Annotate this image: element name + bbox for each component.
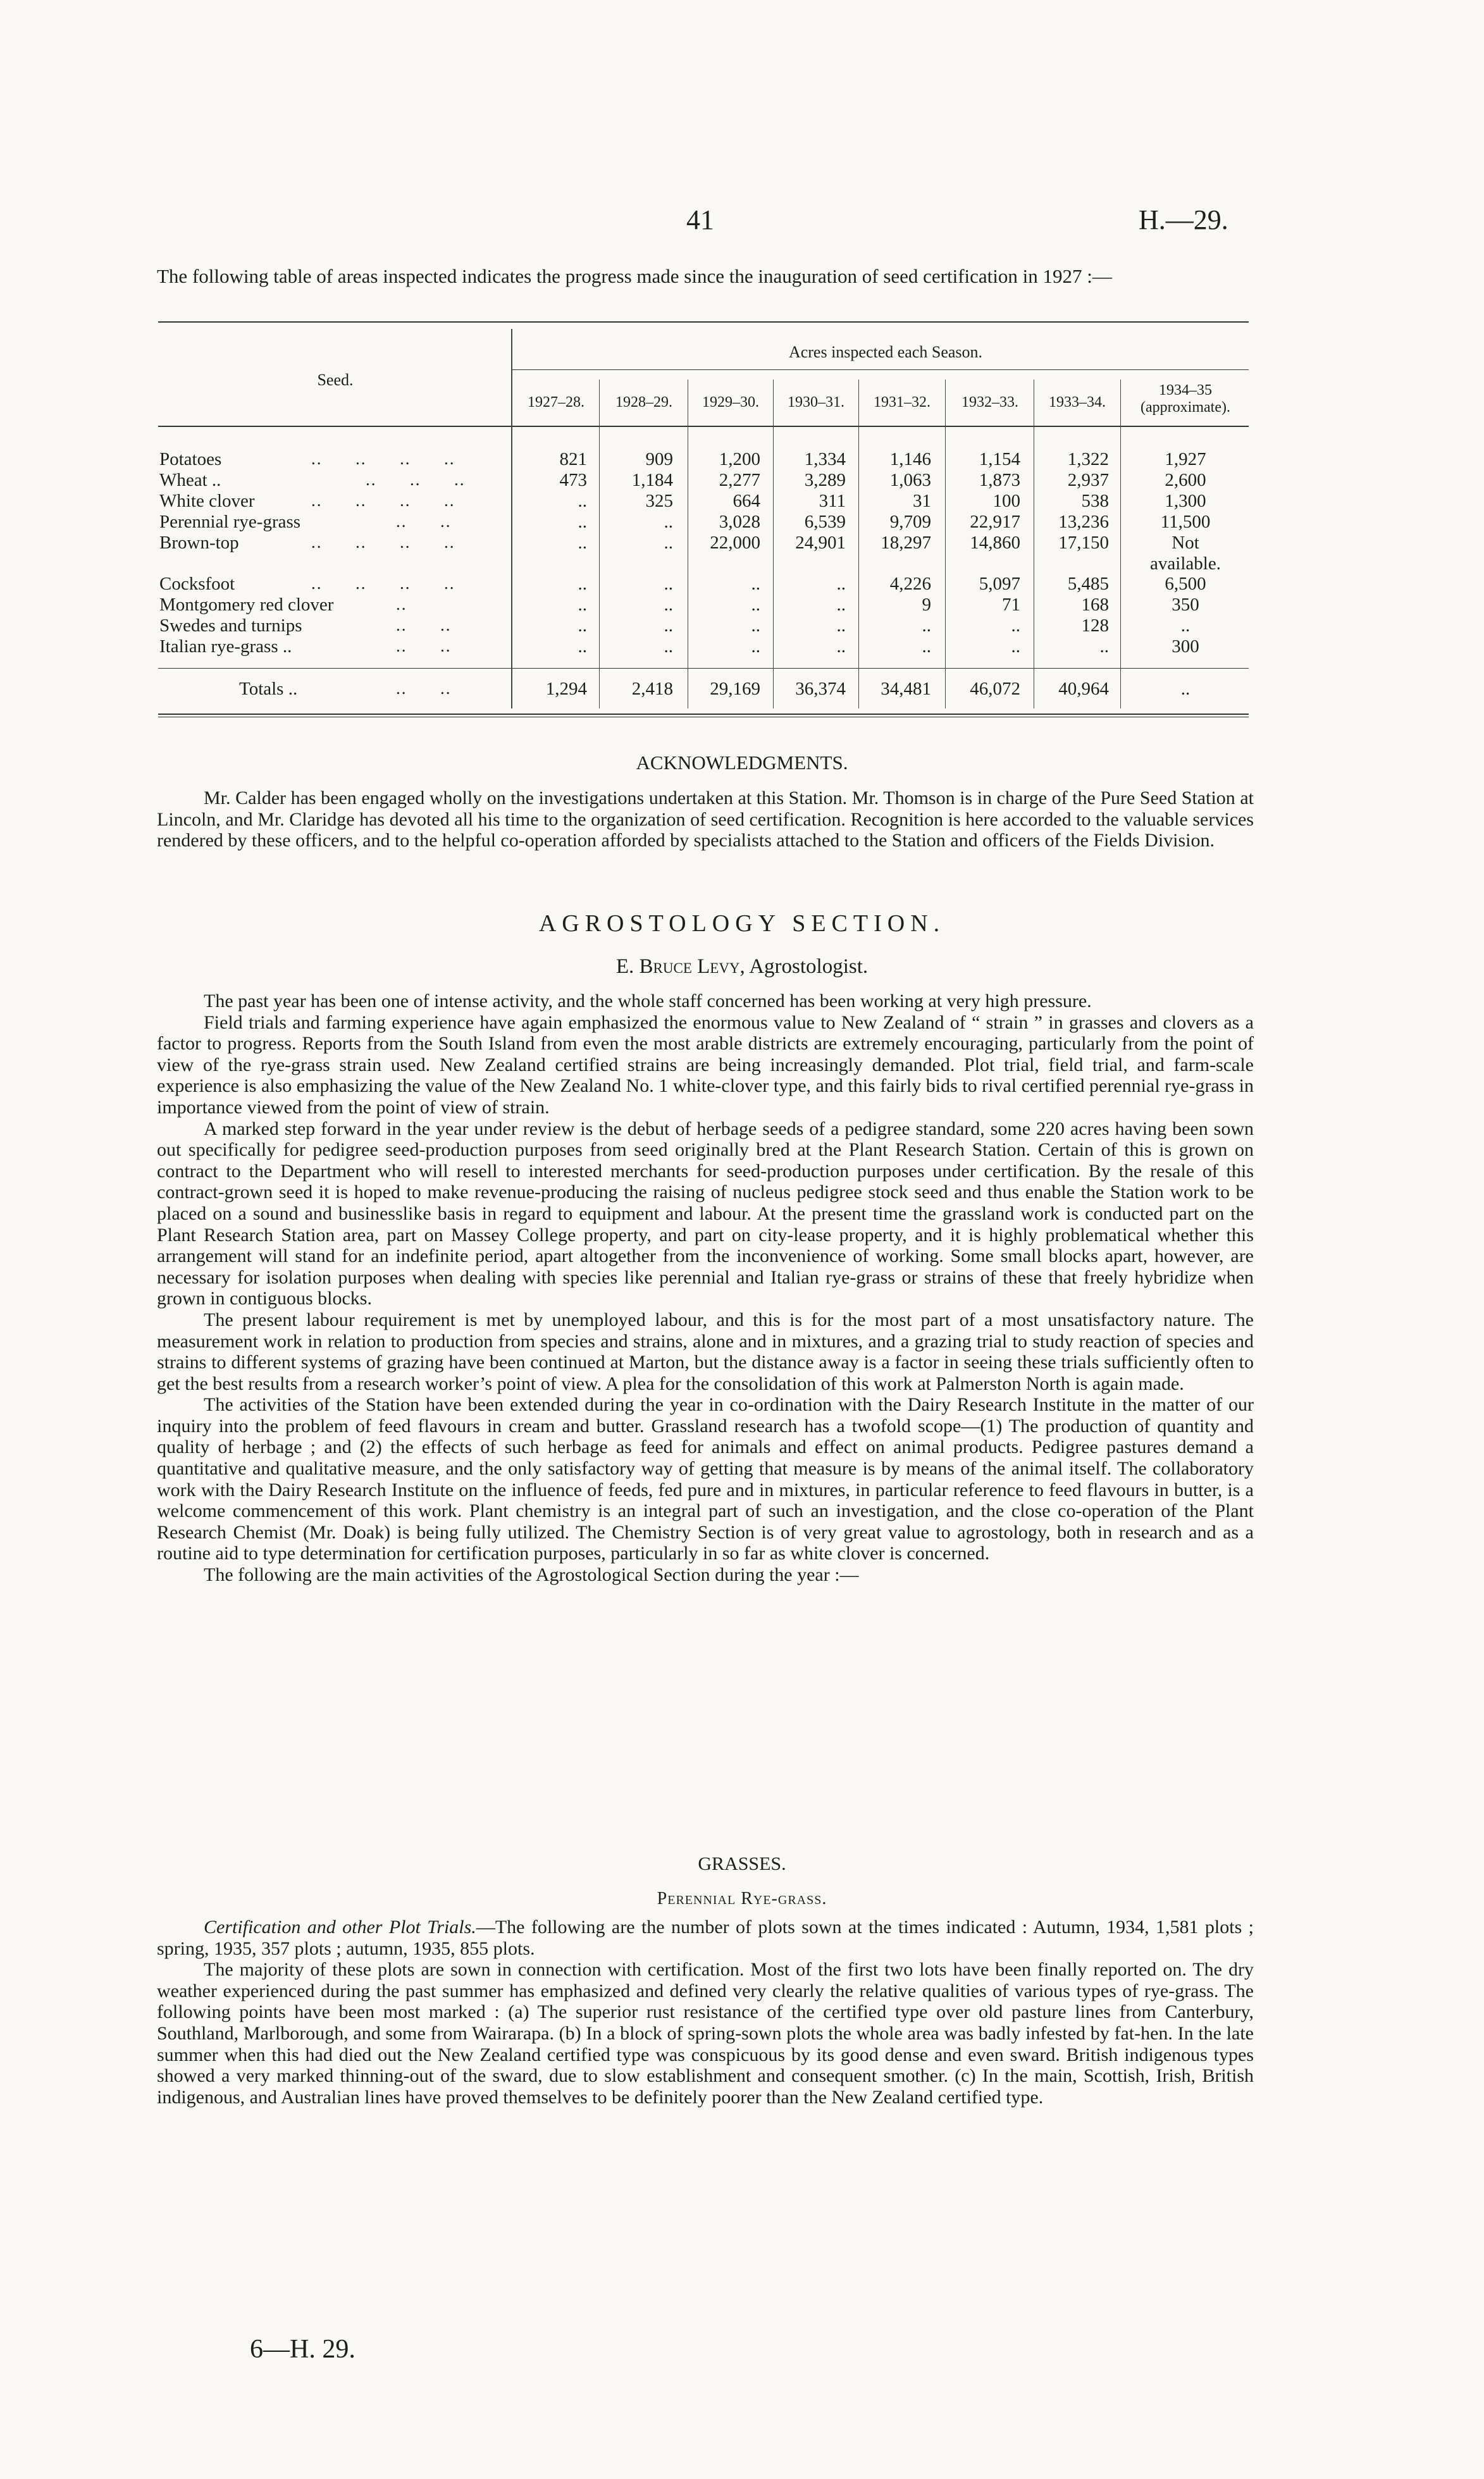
- season-header: 1928–29.: [615, 394, 672, 411]
- table-cell: ..: [751, 615, 760, 636]
- leader-dots: .. .. .. ..: [311, 449, 455, 468]
- acres-inspected-table: [0, 0, 1484, 759]
- table-cell: 1,927: [1165, 449, 1206, 469]
- acknowledgments-heading: ACKNOWLEDGMENTS.: [636, 751, 848, 774]
- table-cell: 909: [645, 449, 673, 469]
- table-cell: ..: [1180, 615, 1190, 636]
- table-cell: ..: [751, 595, 760, 615]
- table-bottom-rule: [158, 714, 1249, 715]
- table-cell: 325: [645, 491, 673, 511]
- table-cell: 6,539: [804, 512, 846, 532]
- table-cell: 2,600: [1165, 470, 1206, 490]
- table-cell: ..: [751, 636, 760, 657]
- table-intro: The following table of areas inspected indicates the progress made since the inauguration of seed certification in 1927 :—: [157, 265, 1112, 287]
- totals-cell: 40,964: [1058, 679, 1109, 699]
- table-cell: 300: [1172, 636, 1199, 657]
- leader-dots: .. ..: [396, 512, 452, 531]
- totals-cell: 36,374: [795, 679, 846, 699]
- table-cell: ..: [578, 595, 587, 615]
- table-cell: 3,289: [804, 470, 846, 490]
- table-cell: 9,709: [889, 512, 931, 532]
- totals-cell: 2,418: [631, 679, 673, 699]
- seed-name: Wheat ..: [159, 470, 221, 490]
- table-cell: ..: [751, 574, 760, 594]
- totals-cell: 29,169: [710, 679, 760, 699]
- table-cell: 3,028: [719, 512, 760, 532]
- table-cell: ..: [836, 615, 846, 636]
- grasses-heading: GRASSES.: [698, 1853, 786, 1874]
- paragraph: Field trials and farming experience have again emphasized the enormous value to New Zealand of “ strain ” in grasses and clovers as a factor to progress. Reports from the South Island from even the most arable districts are extremely encouraging, particularly from the point of view of the rye-grass strain used. New Zealand certified strains are being increasingly demanded. Plot trial, field trial, and farm-scale experience is also emphasizing the value of the New Zealand No. 1 white-clover type, and this fairly bids to rival certified perennial rye-grass in importance viewed from the point of view of strain.: [157, 1011, 1254, 1118]
- totals-cell: ..: [1180, 679, 1190, 699]
- italic-run-in-title: Certification and other Plot Trials.: [204, 1917, 476, 1938]
- section-title: AGROSTOLOGY SECTION.: [538, 910, 946, 937]
- season-header: 1934–35: [1159, 382, 1212, 399]
- leader-dots: .. .. .. ..: [311, 533, 455, 552]
- season-header: 1930–31.: [788, 394, 844, 411]
- table-cell: ..: [922, 615, 931, 636]
- table-cell: 31: [913, 491, 931, 511]
- seed-name: Perennial rye-grass: [159, 512, 301, 532]
- table-cell: 1,334: [804, 449, 846, 469]
- group-column-header: Acres inspected each Season.: [788, 343, 983, 361]
- table-cell: ..: [922, 636, 931, 657]
- acknowledgments-text: [157, 788, 1254, 851]
- table-cell: ..: [836, 595, 846, 615]
- table-cell: 4,226: [889, 574, 931, 594]
- table-cell: 5,485: [1067, 574, 1109, 594]
- table-cell: ..: [664, 512, 673, 532]
- table-cell: ..: [1011, 615, 1020, 636]
- table-cell: 1,063: [889, 470, 931, 490]
- table-cell: 311: [819, 491, 846, 511]
- table-cell: ..: [664, 533, 673, 553]
- page-number: 41: [686, 204, 714, 235]
- table-cell: ..: [1099, 636, 1109, 657]
- table-cell: 128: [1081, 615, 1109, 636]
- table-cell: 18,297: [881, 533, 931, 553]
- author-role: , Agrostologist.: [739, 955, 869, 978]
- season-header: 1932–33.: [962, 394, 1018, 411]
- season-header: 1929–30.: [702, 394, 759, 411]
- table-cell: ..: [664, 636, 673, 657]
- paragraph: A marked step forward in the year under review is the debut of herbage seeds of a pedigree standard, some 220 acres having been sown out specifically for pedigree seed-production purposes from seed originally bred at the Plant Research Station. Certain of this is grown on contract to the Department who will resell to interested merchants for seed-production purposes under certification. By the resale of this contract-grown seed it is hoped to make revenue-producing the raising of nucleus pedigree stock seed and thus enable the Station work to be placed on a sound and businesslike basis in regard to equipment and labour. At the present time the grassland work is conducted part on the Plant Research Station area, part on Massey College property, and part on city-lease property, and it is highly problematical whether this arrangement will stand for an indefinite period, apart altogether from the inconvenience of working. Some small blocks apart, however, are necessary for isolation purposes when dealing with species like perennial and Italian rye-grass or strains of these that freely hybridize when grown in contiguous blocks.: [157, 1118, 1254, 1309]
- table-cell: 13,236: [1058, 512, 1109, 532]
- leader-dots: .. ..: [396, 636, 452, 655]
- grasses-subheading: Perennial Rye-grass.: [657, 1889, 827, 1908]
- table-cell: 1,322: [1067, 449, 1109, 469]
- totals-cell: 34,481: [881, 679, 931, 699]
- paragraph: [157, 1917, 1254, 1959]
- seed-name: Brown-top: [159, 533, 239, 553]
- totals-cell: 1,294: [545, 679, 587, 699]
- leader-dots: .. .. .. ..: [311, 491, 455, 510]
- document-reference: H.—29.: [1139, 204, 1228, 235]
- seed-name: White clover: [159, 491, 255, 511]
- table-cell: 22,917: [970, 512, 1020, 532]
- table-top-rule: [158, 321, 1249, 323]
- signature-reference: 6—H. 29.: [250, 2335, 356, 2364]
- table-cell: 168: [1081, 595, 1109, 615]
- table-cell: 9: [922, 595, 931, 615]
- section-author: [0, 955, 1484, 979]
- table-cell: 17,150: [1058, 533, 1109, 553]
- table-cell: 2,937: [1067, 470, 1109, 490]
- seed-name: Swedes and turnips: [159, 615, 302, 636]
- table-cell-note: available.: [1150, 553, 1221, 574]
- run-in-text: —The following are the number of plots sown at the times indicated : Autumn, 1934, 1,581 plots ; spring, 1935, 357 plots ; autumn, 1935, 855 plots.: [157, 1917, 1254, 1959]
- paragraph: The present labour requirement is met by unemployed labour, and this is for the most part of a most unsatisfactory nature. The measurement work in relation to production from species and strains, alone and in mixtures, and a grazing trial to study reaction of species and strains to different systems of grazing have been continued at Marton, but the distance away is a factor in seeing these trials sufficiently often to get the best results from a research worker’s point of view. A plea for the consolidation of this work at Palmerston North is again made.: [157, 1309, 1254, 1394]
- table-cell: 14,860: [970, 533, 1020, 553]
- paragraph: The majority of these plots are sown in connection with certification. Most of the first two lots have been finally reported on. The dry weather experienced during the past summer has emphasized and defined very clearly the relative qualities of various types of rye-grass. The following points have been most marked : (a) The superior rust resistance of the certified type over old pasture lines from Canterbury, Southland, Marlborough, and some from Wairarapa. (b) In a block of spring-sown plots the whole area was badly infested by fat-hen. In the late summer when this had died out the New Zealand certified type was conspicuous by its good dense and even sward. British indigenous types showed a very marked thinning-out of the sward, due to slow establishment and consequent smother. (c) In the main, Scottish, Irish, British indigenous, and Australian lines have proved themselves to be definitely poorer than the New Zealand certified type.: [157, 1959, 1254, 2108]
- seed-name: Montgomery red clover: [159, 595, 334, 615]
- table-cell: 1,200: [719, 449, 760, 469]
- author-name: Bruce Levy: [639, 955, 740, 978]
- table-cell: ..: [664, 595, 673, 615]
- table-cell: 1,146: [889, 449, 931, 469]
- totals-label: Totals ..: [239, 679, 298, 699]
- col-divider: [858, 380, 859, 708]
- col-divider: [945, 380, 946, 708]
- table-cell: 1,184: [631, 470, 673, 490]
- seed-name: Italian rye-grass ..: [159, 636, 292, 657]
- season-header: 1933–34.: [1049, 394, 1106, 411]
- table-cell: 473: [559, 470, 587, 490]
- leader-dots: .. .. ..: [366, 470, 466, 489]
- table-cell: ..: [836, 574, 846, 594]
- table-cell: ..: [578, 636, 587, 657]
- table-cell: 100: [992, 491, 1020, 511]
- table-cell: ..: [578, 491, 587, 511]
- col-divider: [773, 380, 774, 708]
- table-cell: 24,901: [795, 533, 846, 553]
- seed-name: Potatoes: [159, 449, 222, 469]
- seed-column-header: Seed.: [317, 371, 354, 389]
- table-cell: ..: [836, 636, 846, 657]
- group-header-rule: [512, 369, 1249, 370]
- table-cell: ..: [578, 615, 587, 636]
- table-cell: ..: [664, 574, 673, 594]
- totals-top-rule: [158, 668, 1249, 669]
- table-cell: 350: [1172, 595, 1199, 615]
- table-cell: ..: [578, 574, 587, 594]
- table-cell: Not: [1172, 533, 1199, 553]
- leader-dots: .. ..: [396, 615, 452, 634]
- paragraph: The following are the main activities of the Agrostological Section during the year :—: [204, 1564, 859, 1586]
- season-header: 1927–28.: [528, 394, 584, 411]
- col-divider: [511, 329, 512, 708]
- section-body: [157, 991, 1254, 1586]
- table-cell: 2,277: [719, 470, 760, 490]
- totals-cell: 46,072: [970, 679, 1020, 699]
- col-divider: [599, 380, 600, 708]
- seed-name: Cocksfoot: [159, 574, 235, 594]
- table-cell: ..: [1011, 636, 1020, 657]
- author-initial: E.: [615, 955, 634, 978]
- paragraph: The activities of the Station have been extended during the year in co-ordination with the Dairy Research Institute in the matter of our inquiry into the problem of feed flavours in cream and butter. Grassland research has a twofold scope—(1) The production of quantity and quality of herbage ; and (2) the effects of such herbage as feed for animals and effect on animal products. Pedigree pastures demand a quantitative and qualitative measure, and the only satisfactory way of getting that measure is by means of the animal itself. The collaboratory work with the Dairy Research Institute on the influence of feeds, fed pure and in mixtures, in particular reference to feed flavours in butter, is a welcome commencement of this work. Plant chemistry is an integral part of such an investigation, and the close co-operation of the Plant Research Chemist (Mr. Doak) is being fully utilized. The Chemistry Section is of very great value to agrostology, both in research and as a routine aid to type determination for certification purposes, particularly in so far as white clover is concerned.: [157, 1394, 1254, 1564]
- table-cell: ..: [664, 615, 673, 636]
- season-header: 1931–32.: [874, 394, 931, 411]
- season-header-note: (approximate).: [1141, 399, 1230, 416]
- table-cell: 1,300: [1165, 491, 1206, 511]
- paragraph: The past year has been one of intense activity, and the whole staff concerned has been working at very high pressure.: [204, 991, 1092, 1011]
- table-cell: 1,154: [979, 449, 1020, 469]
- header-bottom-rule: [158, 426, 1249, 427]
- leader-dots: .. .. .. ..: [311, 574, 455, 593]
- grasses-body: [157, 1917, 1254, 2108]
- leader-dots: ..: [396, 595, 407, 614]
- table-cell: ..: [578, 512, 587, 532]
- col-divider: [1120, 380, 1121, 708]
- table-cell: 664: [733, 491, 760, 511]
- table-cell: 5,097: [979, 574, 1020, 594]
- table-cell: ..: [578, 533, 587, 553]
- table-cell: 11,500: [1160, 512, 1211, 532]
- table-cell: 1,873: [979, 470, 1020, 490]
- table-cell: 71: [1002, 595, 1020, 615]
- table-cell: 22,000: [710, 533, 760, 553]
- table-cell: 821: [559, 449, 587, 469]
- leader-dots: .. ..: [396, 679, 452, 698]
- table-cell: 6,500: [1165, 574, 1206, 594]
- paragraph: Mr. Calder has been engaged wholly on the investigations undertaken at this Station. Mr. Thomson is in charge of the Pure Seed Station at Lincoln, and Mr. Claridge has devoted all his time to the organization of seed certification. Recognition is here accorded to the valuable services rendered by these officers, and to the helpful co-operation afforded by specialists attached to the Station and officers of the Fields Division.: [157, 788, 1254, 851]
- table-cell: 538: [1081, 491, 1109, 511]
